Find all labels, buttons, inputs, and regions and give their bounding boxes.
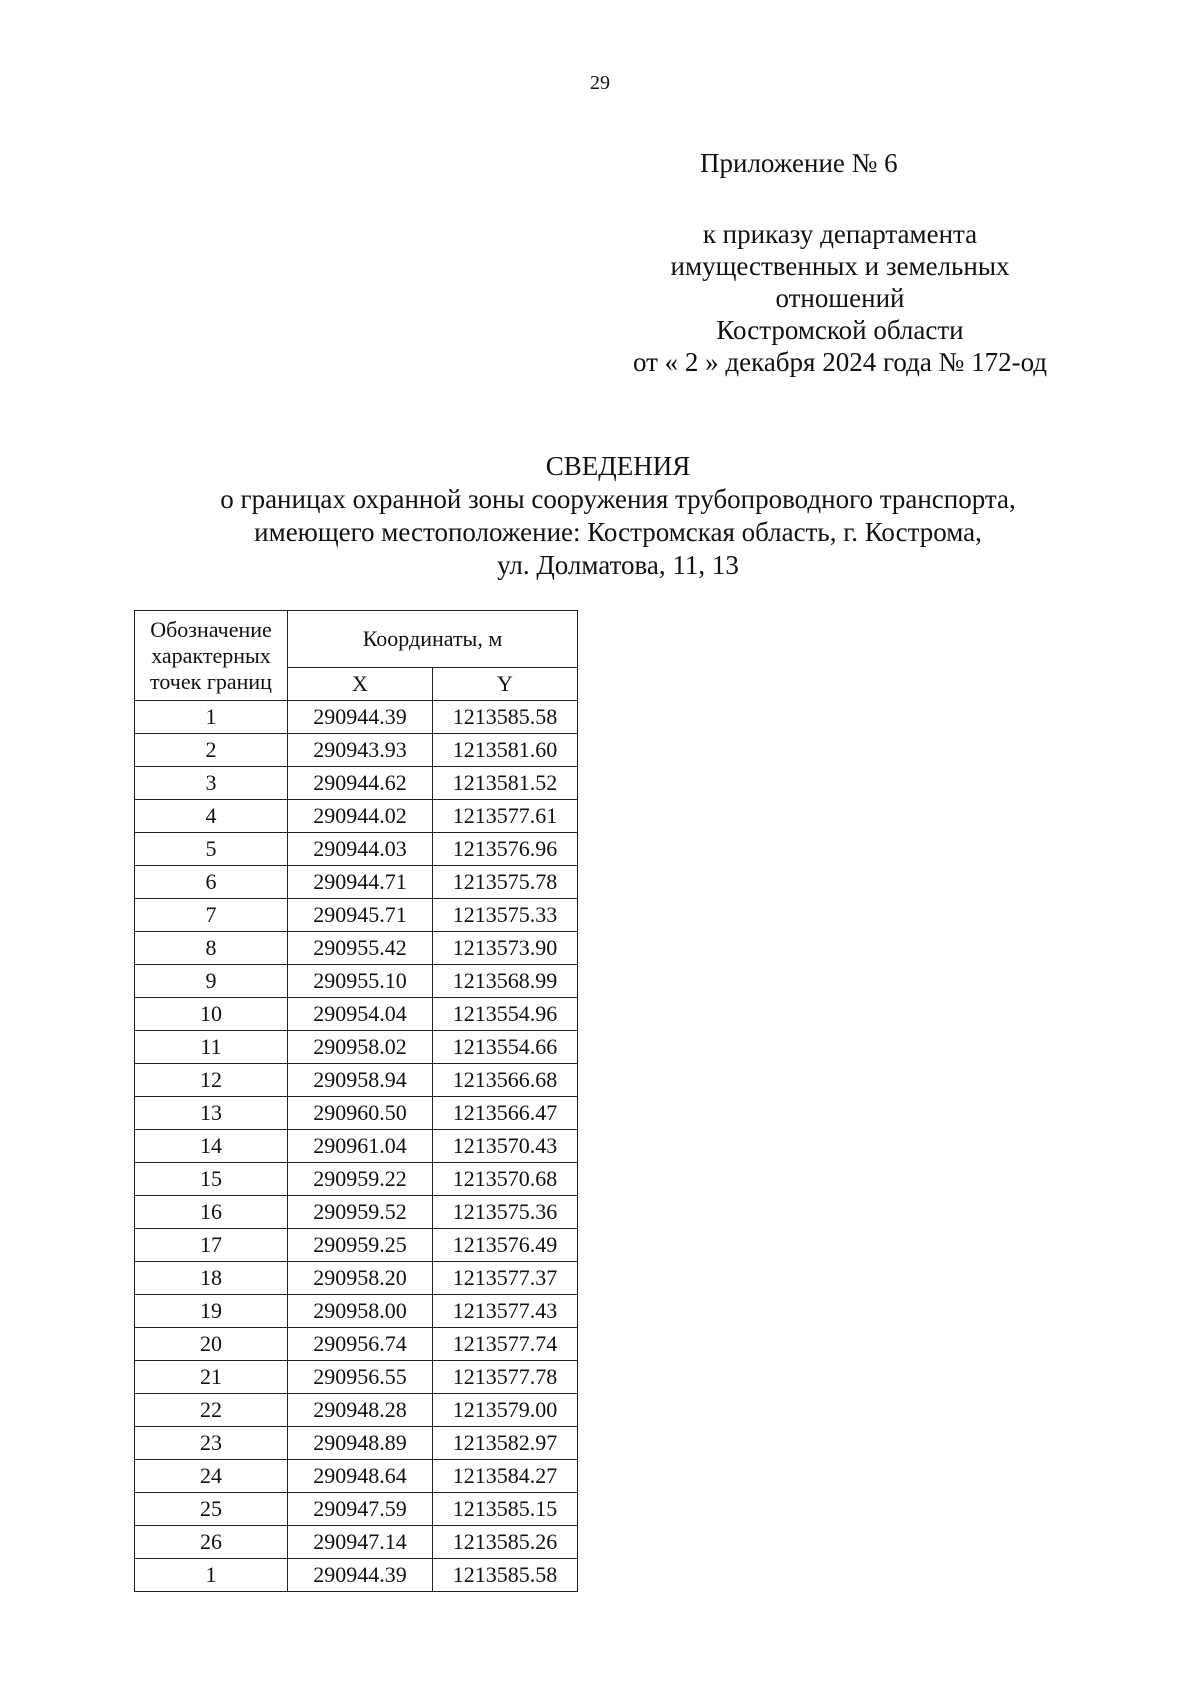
table-row bbox=[135, 767, 578, 800]
y-cell: 1213575.33 bbox=[433, 899, 578, 932]
appendix-line: к приказу департамента bbox=[702, 219, 978, 249]
point-cell: 23 bbox=[135, 1427, 288, 1460]
document-subtitle-line: ул. Долматова, 11, 13 bbox=[497, 550, 739, 580]
x-cell: 290944.02 bbox=[288, 800, 433, 833]
y-cell: 1213570.43 bbox=[433, 1130, 578, 1163]
x-cell: 290958.94 bbox=[288, 1064, 433, 1097]
x-cell: 290944.39 bbox=[288, 701, 433, 734]
header-x: X bbox=[288, 668, 433, 701]
y-cell: 1213568.99 bbox=[433, 965, 578, 998]
point-cell: 20 bbox=[135, 1328, 288, 1361]
x-cell: 290955.42 bbox=[288, 932, 433, 965]
x-cell: 290947.59 bbox=[288, 1493, 433, 1526]
table-row bbox=[135, 866, 578, 899]
point-cell: 18 bbox=[135, 1262, 288, 1295]
header-point-label bbox=[135, 611, 288, 701]
table-row bbox=[135, 1262, 578, 1295]
point-cell: 26 bbox=[135, 1526, 288, 1559]
table-row bbox=[135, 701, 578, 734]
table-row bbox=[135, 1394, 578, 1427]
y-cell: 1213554.66 bbox=[433, 1031, 578, 1064]
appendix-line: Костромской области bbox=[716, 315, 964, 345]
point-cell: 3 bbox=[135, 767, 288, 800]
table-row bbox=[135, 1163, 578, 1196]
table-row bbox=[135, 1460, 578, 1493]
x-cell: 290943.93 bbox=[288, 734, 433, 767]
table-row bbox=[135, 1064, 578, 1097]
y-cell: 1213581.52 bbox=[433, 767, 578, 800]
point-cell: 13 bbox=[135, 1097, 288, 1130]
point-cell: 4 bbox=[135, 800, 288, 833]
y-cell: 1213570.68 bbox=[433, 1163, 578, 1196]
point-cell: 8 bbox=[135, 932, 288, 965]
y-cell: 1213577.43 bbox=[433, 1295, 578, 1328]
x-cell: 290954.04 bbox=[288, 998, 433, 1031]
page-number: 29 bbox=[590, 72, 610, 94]
header-coordinates: Координаты, м bbox=[288, 611, 578, 668]
header-y: Y bbox=[433, 668, 578, 701]
table-row bbox=[135, 1526, 578, 1559]
table-row bbox=[135, 1328, 578, 1361]
table-row bbox=[135, 1295, 578, 1328]
y-cell: 1213585.15 bbox=[433, 1493, 578, 1526]
point-cell: 11 bbox=[135, 1031, 288, 1064]
point-cell: 24 bbox=[135, 1460, 288, 1493]
x-cell: 290944.03 bbox=[288, 833, 433, 866]
y-cell: 1213577.61 bbox=[433, 800, 578, 833]
table-row bbox=[135, 1229, 578, 1262]
point-cell: 19 bbox=[135, 1295, 288, 1328]
point-cell: 1 bbox=[135, 701, 288, 734]
x-cell: 290959.52 bbox=[288, 1196, 433, 1229]
header-point-label-line: Обозначение bbox=[150, 616, 272, 642]
x-cell: 290948.89 bbox=[288, 1427, 433, 1460]
point-cell: 5 bbox=[135, 833, 288, 866]
x-cell: 290956.74 bbox=[288, 1328, 433, 1361]
document-title-block bbox=[0, 450, 1200, 582]
table-row bbox=[135, 1427, 578, 1460]
y-cell: 1213577.74 bbox=[433, 1328, 578, 1361]
x-cell: 290944.62 bbox=[288, 767, 433, 800]
x-cell: 290959.22 bbox=[288, 1163, 433, 1196]
table-row bbox=[135, 1097, 578, 1130]
y-cell: 1213573.90 bbox=[433, 932, 578, 965]
x-cell: 290948.28 bbox=[288, 1394, 433, 1427]
document-subtitle-line: о границах охранной зоны сооружения трубопроводного транспорта, bbox=[220, 484, 1016, 514]
table-row bbox=[135, 899, 578, 932]
point-cell: 1 bbox=[135, 1559, 288, 1592]
appendix-order-reference bbox=[590, 218, 1090, 378]
header-point-label-line: характерных bbox=[151, 642, 271, 668]
x-cell: 290961.04 bbox=[288, 1130, 433, 1163]
y-cell: 1213577.37 bbox=[433, 1262, 578, 1295]
appendix-line: от « 2 » декабря 2024 года № 172-од bbox=[632, 347, 1048, 377]
y-cell: 1213582.97 bbox=[433, 1427, 578, 1460]
table-row bbox=[135, 1196, 578, 1229]
point-cell: 7 bbox=[135, 899, 288, 932]
point-cell: 12 bbox=[135, 1064, 288, 1097]
point-cell: 21 bbox=[135, 1361, 288, 1394]
y-cell: 1213584.27 bbox=[433, 1460, 578, 1493]
y-cell: 1213566.68 bbox=[433, 1064, 578, 1097]
table-row bbox=[135, 833, 578, 866]
point-cell: 16 bbox=[135, 1196, 288, 1229]
x-cell: 290956.55 bbox=[288, 1361, 433, 1394]
y-cell: 1213585.58 bbox=[433, 1559, 578, 1592]
point-cell: 22 bbox=[135, 1394, 288, 1427]
table-row bbox=[135, 1493, 578, 1526]
y-cell: 1213575.78 bbox=[433, 866, 578, 899]
table-row bbox=[135, 1361, 578, 1394]
appendix-line: имущественных и земельных bbox=[670, 251, 1010, 281]
y-cell: 1213581.60 bbox=[433, 734, 578, 767]
x-cell: 290958.02 bbox=[288, 1031, 433, 1064]
table-row bbox=[135, 1130, 578, 1163]
table-row bbox=[135, 932, 578, 965]
point-cell: 2 bbox=[135, 734, 288, 767]
x-cell: 290958.20 bbox=[288, 1262, 433, 1295]
x-cell: 290958.00 bbox=[288, 1295, 433, 1328]
table-row bbox=[135, 1559, 578, 1592]
appendix-title: Приложение № 6 bbox=[700, 148, 898, 178]
header-point-label-line: точек границ bbox=[150, 668, 272, 694]
table-row bbox=[135, 965, 578, 998]
x-cell: 290948.64 bbox=[288, 1460, 433, 1493]
document-heading: СВЕДЕНИЯ bbox=[545, 451, 691, 481]
x-cell: 290947.14 bbox=[288, 1526, 433, 1559]
table-row bbox=[135, 998, 578, 1031]
x-cell: 290955.10 bbox=[288, 965, 433, 998]
y-cell: 1213576.96 bbox=[433, 833, 578, 866]
y-cell: 1213579.00 bbox=[433, 1394, 578, 1427]
y-cell: 1213577.78 bbox=[433, 1361, 578, 1394]
y-cell: 1213575.36 bbox=[433, 1196, 578, 1229]
x-cell: 290959.25 bbox=[288, 1229, 433, 1262]
table-row bbox=[135, 800, 578, 833]
y-cell: 1213576.49 bbox=[433, 1229, 578, 1262]
y-cell: 1213585.58 bbox=[433, 701, 578, 734]
x-cell: 290944.71 bbox=[288, 866, 433, 899]
appendix-line: отношений bbox=[775, 283, 905, 313]
x-cell: 290960.50 bbox=[288, 1097, 433, 1130]
y-cell: 1213566.47 bbox=[433, 1097, 578, 1130]
table-row bbox=[135, 1031, 578, 1064]
point-cell: 17 bbox=[135, 1229, 288, 1262]
document-subtitle-line: имеющего местоположение: Костромская область, г. Кострома, bbox=[254, 517, 982, 547]
y-cell: 1213554.96 bbox=[433, 998, 578, 1031]
point-cell: 15 bbox=[135, 1163, 288, 1196]
coordinates-table bbox=[134, 610, 578, 1592]
point-cell: 9 bbox=[135, 965, 288, 998]
point-cell: 25 bbox=[135, 1493, 288, 1526]
point-cell: 10 bbox=[135, 998, 288, 1031]
table-row bbox=[135, 734, 578, 767]
y-cell: 1213585.26 bbox=[433, 1526, 578, 1559]
point-cell: 6 bbox=[135, 866, 288, 899]
x-cell: 290944.39 bbox=[288, 1559, 433, 1592]
point-cell: 14 bbox=[135, 1130, 288, 1163]
x-cell: 290945.71 bbox=[288, 899, 433, 932]
coordinates-table-body bbox=[135, 701, 578, 1592]
